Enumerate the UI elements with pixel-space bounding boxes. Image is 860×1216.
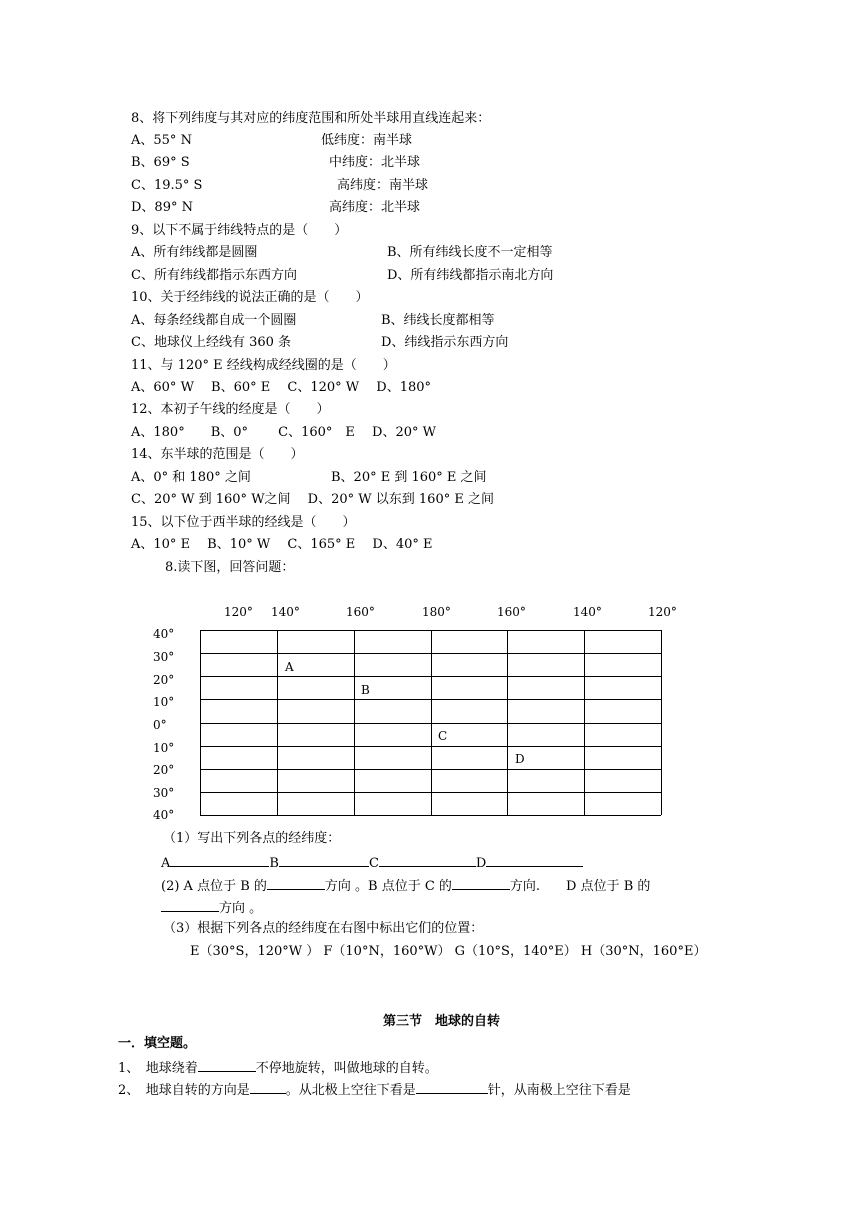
fill-question-1 xyxy=(118,1058,438,1077)
sub-question-1: （1）写出下列各点的经纬度： xyxy=(163,831,341,846)
longitude-label: 120° xyxy=(648,605,677,619)
q12-options: A、180° B、0° C、160° E D、20° W xyxy=(131,425,436,440)
sub-question-3-points: E（30°S，120°W ） F（10°N，160°W） G（10°S，140°E） H（30°N，160°E） xyxy=(190,944,707,959)
longitude-label: 160° xyxy=(346,605,375,619)
q15-options: A、10° E B、10° W C、165° E D、40° E xyxy=(131,537,433,552)
q8-right-a: 低纬度：南半球 xyxy=(321,133,413,148)
north-pole-view-blank[interactable] xyxy=(416,1080,488,1094)
q2-text-b: 。从北极上空往下看是 xyxy=(285,1083,416,1098)
answer-blank-d[interactable] xyxy=(486,853,583,867)
q9-option-c: C、所有纬线都指示东西方向 xyxy=(131,268,297,283)
sub2-text-b: 方向 。B 点位于 C 的 xyxy=(324,879,452,894)
blank-label-a: A xyxy=(161,856,171,871)
coordinate-blanks xyxy=(161,853,583,872)
latitude-label: 20° xyxy=(153,763,175,777)
direction-blank-2[interactable] xyxy=(452,876,510,890)
q15-stem: 15、以下位于西半球的经线是（ ） xyxy=(131,515,356,530)
point-d-label: D xyxy=(515,752,525,766)
q2-text-c: 针，从南极上空往下看是 xyxy=(487,1083,631,1098)
sub2-text-a: (2) A 点位于 B 的 xyxy=(161,879,267,894)
latitude-label: 30° xyxy=(153,650,175,664)
q10-stem: 10、关于经纬线的说法正确的是（ ） xyxy=(131,290,369,305)
q14-option-a: A、0° 和 180° 之间 xyxy=(131,470,251,485)
q10-option-a: A、每条经线都自成一个圆圈 xyxy=(131,313,297,328)
q8-left-c: C、19.5° S xyxy=(131,178,203,193)
q14-option-b: B、20° E 到 160° E 之间 xyxy=(331,470,487,485)
rotation-direction-blank[interactable] xyxy=(250,1080,286,1094)
longitude-label: 140° xyxy=(573,605,602,619)
part-heading: 一．填空题。 xyxy=(118,1036,197,1051)
section-title: 第三节 地球的自转 xyxy=(383,1014,501,1029)
q1-text-a: 1、 地球绕着 xyxy=(118,1061,198,1076)
q10-option-d: D、纬线指示东西方向 xyxy=(381,335,509,350)
map-question-intro: 8.读下图，回答问题： xyxy=(165,560,295,575)
rotation-axis-blank[interactable] xyxy=(198,1058,256,1072)
longitude-label: 120° xyxy=(224,605,253,619)
q12-stem: 12、本初子午线的经度是（ ） xyxy=(131,402,330,417)
point-c-label: C xyxy=(438,729,448,743)
q11-options: A、60° W B、60° E C、120° W D、180° xyxy=(131,380,432,395)
q8-right-b: 中纬度：北半球 xyxy=(329,155,421,170)
q8-left-a: A、55° N xyxy=(131,133,192,148)
q11-stem: 11、与 120° E 经线构成经线圈的是（ ） xyxy=(131,358,396,373)
point-b-label: B xyxy=(361,683,370,697)
q8-title: 8、将下列纬度与其对应的纬度范围和所处半球用直线连起来： xyxy=(131,111,491,126)
q8-right-d: 高纬度：北半球 xyxy=(329,200,421,215)
longitude-label: 180° xyxy=(422,605,451,619)
q2-text-a: 2、 地球自转的方向是 xyxy=(118,1083,250,1098)
latitude-label: 30° xyxy=(153,786,175,800)
answer-blank-c[interactable] xyxy=(379,853,476,867)
q10-option-c: C、地球仪上经线有 360 条 xyxy=(131,335,292,350)
q8-left-b: B、69° S xyxy=(131,155,190,170)
latitude-label: 40° xyxy=(153,808,175,822)
latitude-label: 20° xyxy=(153,673,175,687)
answer-blank-b[interactable] xyxy=(279,853,369,867)
q9-option-b: B、所有纬线长度不一定相等 xyxy=(387,245,553,260)
sub2-text-d: 方向 。 xyxy=(219,901,263,916)
latitude-label: 10° xyxy=(153,695,175,709)
q14-options-cd: C、20° W 到 160° W之间 D、20° W 以东到 160° E 之间 xyxy=(131,492,494,507)
q9-option-d: D、所有纬线都指示南北方向 xyxy=(387,268,554,283)
q8-right-c: 高纬度：南半球 xyxy=(337,178,429,193)
longitude-label: 160° xyxy=(497,605,526,619)
q14-stem: 14、东半球的范围是（ ） xyxy=(131,447,304,462)
sub-question-2-cont xyxy=(161,898,262,917)
longitude-label: 140° xyxy=(271,605,300,619)
q10-option-b: B、纬线长度都相等 xyxy=(381,313,495,328)
q8-left-d: D、89° N xyxy=(131,200,193,215)
q9-stem: 9、以下不属于纬线特点的是（ ） xyxy=(131,223,348,238)
sub-question-3: （3）根据下列各点的经纬度在右图中标出它们的位置： xyxy=(163,921,484,936)
sub-question-2 xyxy=(161,876,650,895)
fill-question-2 xyxy=(118,1080,631,1099)
direction-blank-3[interactable] xyxy=(161,898,219,912)
latitude-label: 10° xyxy=(153,741,175,755)
answer-blank-a[interactable] xyxy=(170,853,269,867)
latitude-label: 40° xyxy=(153,627,175,641)
blank-label-c: C xyxy=(368,856,379,871)
latitude-label: 0° xyxy=(153,718,167,732)
sub2-text-c: 方向. D 点位于 B 的 xyxy=(509,879,651,894)
direction-blank-1[interactable] xyxy=(267,876,325,890)
blank-label-d: D xyxy=(475,856,487,871)
q9-option-a: A、所有纬线都是圆圈 xyxy=(131,245,258,260)
blank-label-b: B xyxy=(269,856,279,871)
q1-text-b: 不停地旋转，叫做地球的自转。 xyxy=(255,1061,438,1076)
point-a-label: A xyxy=(285,660,294,674)
